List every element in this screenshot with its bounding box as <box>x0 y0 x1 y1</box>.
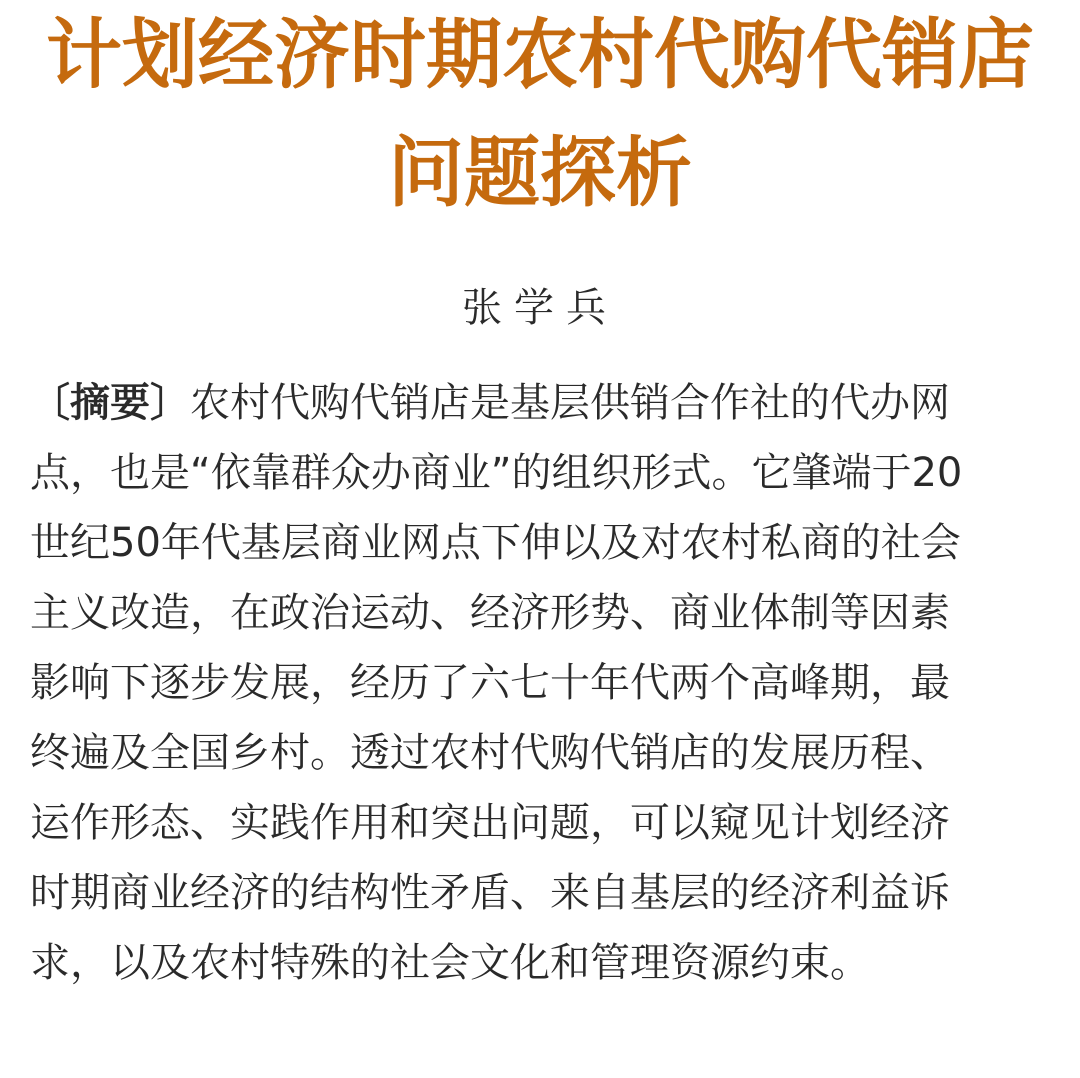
abstract-line-9: 求，以及农村特殊的社会文化和管理资源约束。 <box>30 940 870 986</box>
abstract-line-8: 时期商业经济的结构性矛盾、来自基层的经济利益诉 <box>30 870 950 916</box>
abstract <box>30 378 1060 1008</box>
abstract-line-1 <box>30 378 1060 448</box>
article-title-line-2: 问题探析 <box>388 128 692 217</box>
abstract-line-2: 点，也是“依靠群众办商业”的组织形式。它肇端于20 <box>30 450 963 496</box>
abstract-line-7: 运作形态、实践作用和突出问题，可以窥见计划经济 <box>30 800 950 846</box>
abstract-line-6: 终遍及全国乡村。透过农村代购代销店的发展历程、 <box>30 730 950 776</box>
author-name: 张学兵 <box>462 285 618 331</box>
abstract-text: 农村代购代销店是基层供销合作社的代办网 <box>190 380 950 426</box>
abstract-line-5: 影响下逐步发展，经历了六七十年代两个高峰期，最 <box>30 660 950 706</box>
article-title-line-1: 计划经济时期农村代购代销店 <box>46 10 1034 99</box>
abstract-line-3: 世纪50年代基层商业网点下伸以及对农村私商的社会 <box>30 520 961 566</box>
abstract-line-4: 主义改造，在政治运动、经济形势、商业体制等因素 <box>30 590 950 636</box>
abstract-label: 〔摘要〕 <box>30 380 190 426</box>
